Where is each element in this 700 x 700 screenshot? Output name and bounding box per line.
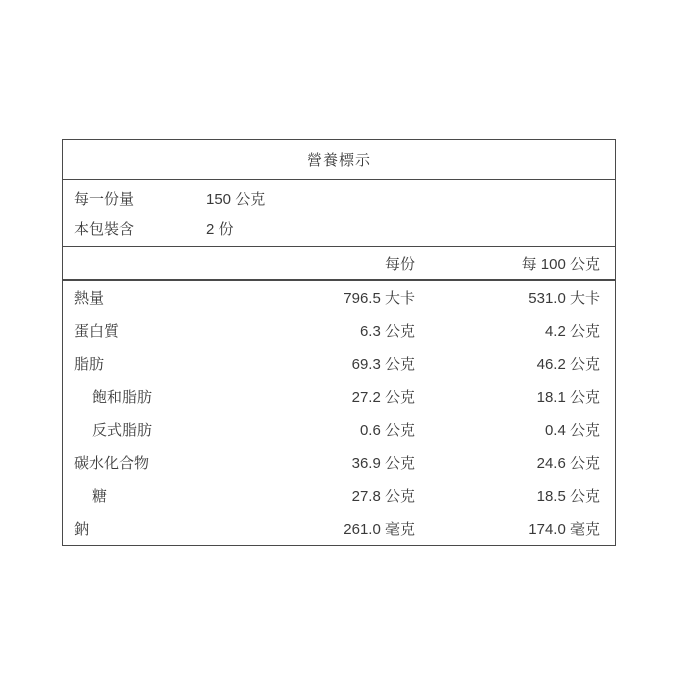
row-per-100g-value: 4.2 公克	[544, 323, 600, 340]
row-label: 反式脂肪	[92, 422, 153, 439]
row-label: 熱量	[74, 290, 105, 307]
row-label: 蛋白質	[74, 323, 120, 340]
table-row-trans-fat	[63, 413, 615, 446]
row-per-100g-value: 0.4 公克	[544, 422, 600, 439]
row-per-100g-value: 18.5 公克	[536, 488, 600, 505]
table-row-calories	[63, 281, 615, 314]
row-per-serving-value: 27.2 公克	[351, 389, 415, 406]
servings-per-package-value: 2 份	[206, 220, 234, 238]
servings-per-package-label: 本包裝含	[74, 220, 135, 238]
table-row-sugar	[63, 479, 615, 512]
row-per-100g-value: 531.0 大卡	[528, 290, 600, 307]
column-header-per-serving: 每份	[384, 255, 415, 273]
serving-size-label: 每一份量	[74, 190, 135, 208]
row-per-serving-value: 36.9 公克	[351, 455, 415, 472]
row-per-100g-value: 174.0 毫克	[528, 521, 600, 538]
servings-per-package-row	[63, 213, 615, 243]
table-title: 營養標示	[63, 140, 615, 180]
table-row-fat	[63, 347, 615, 380]
table-row-saturated-fat	[63, 380, 615, 413]
row-per-100g-value: 18.1 公克	[536, 389, 600, 406]
row-label: 碳水化合物	[74, 455, 150, 472]
row-per-100g-value: 24.6 公克	[536, 455, 600, 472]
row-per-100g-value: 46.2 公克	[536, 356, 600, 373]
row-label: 脂肪	[74, 356, 105, 373]
row-per-serving-value: 0.6 公克	[359, 422, 415, 439]
row-per-serving-value: 261.0 毫克	[343, 521, 415, 538]
serving-info-section	[63, 180, 615, 247]
column-header-per-100g: 每 100 公克	[521, 255, 600, 273]
row-per-serving-value: 27.8 公克	[351, 488, 415, 505]
table-row-sodium	[63, 512, 615, 545]
row-per-serving-value: 6.3 公克	[359, 323, 415, 340]
table-row-protein	[63, 314, 615, 347]
row-label: 糖	[92, 488, 108, 505]
row-per-serving-value: 796.5 大卡	[343, 290, 415, 307]
column-header-row	[63, 247, 615, 281]
serving-size-row	[63, 183, 615, 213]
row-label: 飽和脂肪	[92, 389, 153, 406]
row-label: 鈉	[74, 521, 90, 538]
serving-size-value: 150 公克	[206, 190, 266, 208]
nutrition-facts-table	[62, 139, 616, 546]
row-per-serving-value: 69.3 公克	[351, 356, 415, 373]
table-row-carbohydrate	[63, 446, 615, 479]
